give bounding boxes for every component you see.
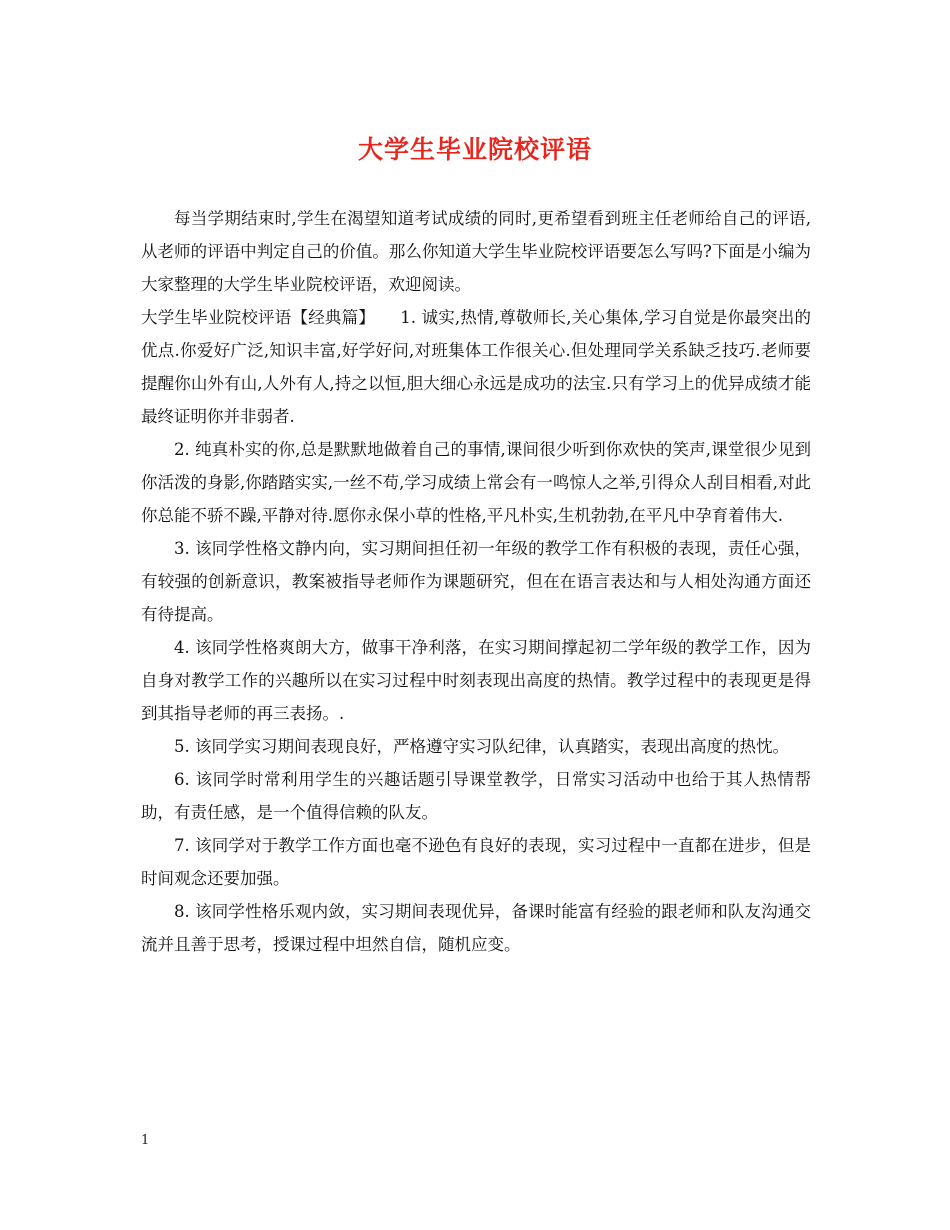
paragraph-classic-1: 大学生毕业院校评语【经典篇】 1. 诚实,热情,尊敬师长,关心集体,学习自觉是你最突出的优点.你爱好广泛,知识丰富,好学好问,对班集体工作很关心.但处理同学关系缺乏技巧.老师要提醒你山外有山,人外有人,持之以恒,胆大细心永远是成功的法宝.只有学习上的优异成绩才能最终证明你并非弱者. bbox=[141, 308, 811, 426]
paragraph-comment-7: 7. 该同学对于教学工作方面也毫不逊色有良好的表现，实习过程中一直都在进步，但是时间观念还要加强。 bbox=[141, 836, 811, 888]
paragraph-comment-4: 4. 该同学性格爽朗大方，做事干净利落，在实习期间撑起初二学年级的教学工作，因为自身对教学工作的兴趣所以在实习过程中时刻表现出高度的热情。教学过程中的表现更是得到其指导老师的再三表扬。. bbox=[141, 638, 811, 723]
paragraph-intro: 每当学期结束时,学生在渴望知道考试成绩的同时,更希望看到班主任老师给自己的评语,从老师的评语中判定自己的价值。那么你知道大学生毕业院校评语要怎么写吗?下面是小编为大家整理的大学生毕业院校评语，欢迎阅读。 bbox=[141, 209, 811, 294]
paragraph-comment-3: 3. 该同学性格文静内向，实习期间担任初一年级的教学工作有积极的表现，责任心强，有较强的创新意识，教案被指导老师作为课题研究，但在在语言表达和与人相处沟通方面还有待提高。 bbox=[141, 539, 811, 624]
document-title: 大学生毕业院校评语 bbox=[357, 135, 592, 164]
paragraph-comment-2: 2. 纯真朴实的你,总是默默地做着自己的事情,课间很少听到你欢快的笑声,课堂很少见到你活泼的身影,你踏踏实实,一丝不苟,学习成绩上常会有一鸣惊人之举,引得众人刮目相看,对此你总能不骄不躁,平静对待.愿你永保小草的性格,平凡朴实,生机勃勃,在平凡中孕育着伟大. bbox=[141, 440, 811, 525]
document-body bbox=[141, 202, 811, 961]
paragraph-comment-5: 5. 该同学实习期间表现良好，严格遵守实习队纪律，认真踏实，表现出高度的热忱。 bbox=[174, 737, 789, 756]
paragraph-comment-8: 8. 该同学性格乐观内敛，实习期间表现优异，备课时能富有经验的跟老师和队友沟通交流并且善于思考，授课过程中坦然自信，随机应变。 bbox=[141, 902, 811, 954]
page-number: 1 bbox=[141, 1133, 150, 1148]
paragraph-comment-6: 6. 该同学时常利用学生的兴趣话题引导课堂教学，日常实习活动中也给于其人热情帮助，有责任感，是一个值得信赖的队友。 bbox=[141, 770, 811, 822]
